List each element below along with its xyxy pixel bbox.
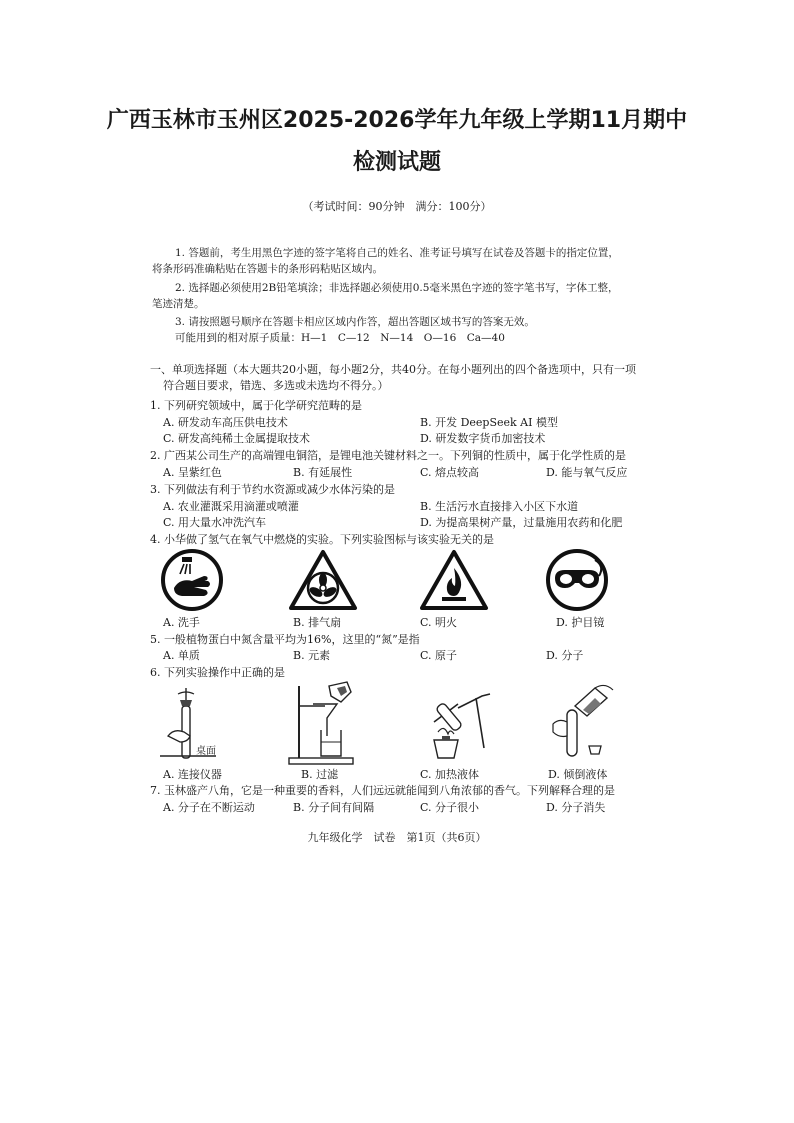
question-1-option-d: D. 研发数字货币加密技术 [420, 432, 546, 445]
question-4-option-b: B. 排气扇 [293, 616, 342, 629]
question-6-option-d: D. 倾倒液体 [548, 768, 608, 781]
instruction-2-line1: 2. 选择题必须使用2B铅笔填涂；非选择题必须使用0.5毫米黑色字迹的签字笔书写，字体工整， [175, 282, 619, 294]
question-2-option-c: C. 熔点较高 [420, 466, 480, 479]
goggles-icon [545, 548, 609, 612]
question-5-option-b: B. 元素 [293, 649, 331, 662]
question-2-option-a: A. 呈紫红色 [163, 466, 222, 479]
filtration-illustration [285, 680, 365, 766]
question-1-stem: 1. 下列研究领域中，属于化学研究范畴的是 [150, 399, 362, 412]
question-7-stem: 7. 玉林盛产八角，它是一种重要的香料，人们远远就能闻到八角浓郁的香气。下列解释合理的是 [150, 784, 615, 797]
question-2-stem: 2. 广西某公司生产的高端锂电铜箔，是锂电池关键材料之一。下列铜的性质中，属于化学性质的是 [150, 449, 626, 462]
question-6-stem: 6. 下列实验操作中正确的是 [150, 666, 285, 679]
question-3-option-c: C. 用大量水冲洗汽车 [163, 516, 267, 529]
section-heading-line1: 一、单项选择题（本大题共20小题，每小题2分，共40分。在每小题列出的四个备选项中，只有一项 [150, 363, 636, 376]
question-5-option-a: A. 单质 [163, 649, 200, 662]
question-5-option-d: D. 分子 [546, 649, 584, 662]
question-2-option-d: D. 能与氧气反应 [546, 466, 628, 479]
desk-label: 桌面 [196, 746, 216, 757]
instruction-1-line1: 1. 答题前，考生用黑色字迹的签字笔将自己的姓名、准考证号填写在试卷及答题卡的指定位置， [175, 247, 619, 259]
page-footer: 九年级化学 试卷 第1页（共6页） [307, 831, 487, 844]
question-4-option-d: D. 护目镜 [556, 616, 605, 629]
exam-title-line1: 广西玉林市玉州区2025-2026学年九年级上学期11月期中 [106, 108, 688, 133]
pouring-liquid-illustration [545, 680, 625, 766]
question-6-option-b: B. 过滤 [301, 768, 339, 781]
hand-wash-icon [160, 548, 224, 612]
question-5-stem: 5. 一般植物蛋白中氮含量平均为16%，这里的“氮”是指 [150, 633, 420, 646]
question-3-stem: 3. 下列做法有利于节约水资源或减少水体污染的是 [150, 483, 395, 496]
question-4-stem: 4. 小华做了氢气在氧气中燃烧的实验。下列实验图标与该实验无关的是 [150, 533, 494, 546]
instruction-1-line2: 将条形码准确粘贴在答题卡的条形码粘贴区域内。 [152, 263, 383, 275]
question-2-option-b: B. 有延展性 [293, 466, 353, 479]
exam-meta: （考试时间：90分钟 满分：100分） [302, 200, 492, 213]
instruction-2-line2: 笔迹清楚。 [152, 298, 205, 310]
question-7-option-a: A. 分子在不断运动 [163, 801, 255, 814]
question-3-option-d: D. 为提高果树产量，过量施用农药和化肥 [420, 516, 623, 529]
question-6-option-a: A. 连接仪器 [163, 768, 222, 781]
question-4-option-c: C. 明火 [420, 616, 458, 629]
question-3-option-a: A. 农业灌溉采用滴灌或喷灌 [163, 500, 299, 513]
instruction-3: 3. 请按照题号顺序在答题卡相应区域内作答，超出答题区域书写的答案无效。 [175, 316, 535, 328]
question-4-option-a: A. 洗手 [163, 616, 200, 629]
atomic-mass-note: 可能用到的相对原子质量：H—1 C—12 N—14 O—16 Ca—40 [175, 332, 505, 344]
question-1-option-b: B. 开发 DeepSeek AI 模型 [420, 416, 558, 429]
question-3-option-b: B. 生活污水直接排入小区下水道 [420, 500, 579, 513]
question-5-option-c: C. 原子 [420, 649, 458, 662]
question-1-option-c: C. 研发高纯稀土金属提取技术 [163, 432, 311, 445]
exam-title-line2: 检测试题 [352, 150, 441, 175]
section-heading-line2: 符合题目要求，错选、多选或未选均不得分。） [163, 379, 389, 392]
heating-liquid-illustration [420, 688, 504, 766]
open-flame-icon [418, 548, 490, 612]
question-1-option-a: A. 研发动车高压供电技术 [163, 416, 288, 429]
question-7-option-d: D. 分子消失 [546, 801, 606, 814]
exhaust-fan-icon [287, 548, 359, 612]
question-6-option-c: C. 加热液体 [420, 768, 480, 781]
question-7-option-c: C. 分子很小 [420, 801, 480, 814]
question-7-option-b: B. 分子间有间隔 [293, 801, 375, 814]
